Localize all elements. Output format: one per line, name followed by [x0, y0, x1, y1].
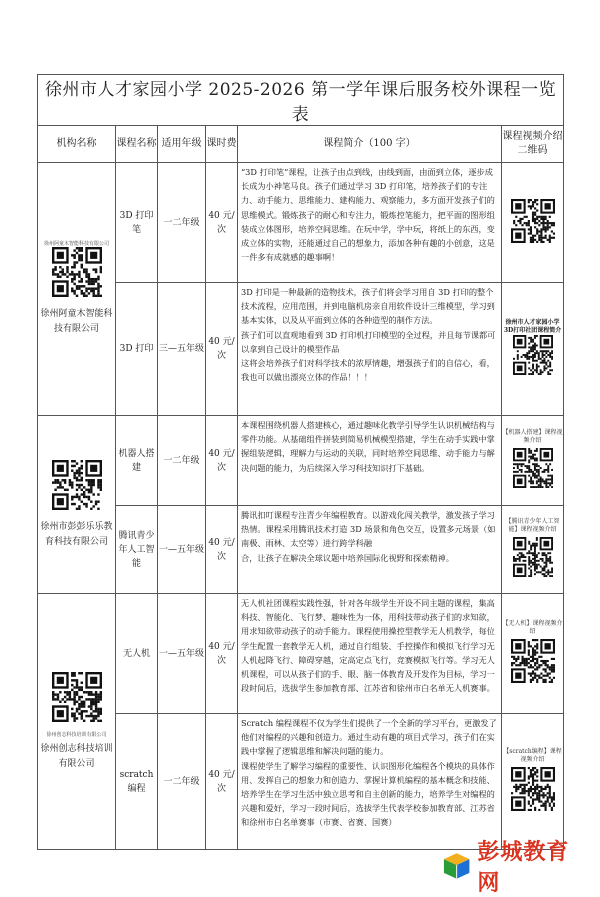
header-org: 机构名称 — [38, 126, 116, 163]
table-row — [38, 283, 564, 416]
qr-caption: 徐州市人才家园小学 3D打印社团课程简介 — [503, 319, 562, 334]
video-qr-cell — [502, 506, 564, 594]
qr-code-icon[interactable] — [513, 537, 553, 577]
org-cell — [38, 594, 116, 850]
course-grade: 一—五年级 — [158, 506, 206, 594]
course-intro — [238, 163, 502, 283]
org-name: 徐州创志科技培训有限公司 — [40, 743, 113, 769]
video-qr-cell — [502, 163, 564, 283]
course-fee: 40 元/次 — [206, 594, 238, 714]
course-table — [37, 74, 564, 850]
course-name: 无人机 — [116, 594, 158, 714]
table-row — [38, 506, 564, 594]
watermark-text: 彭城教育网 — [477, 840, 570, 896]
table-row — [38, 163, 564, 283]
qr-code-icon[interactable] — [511, 767, 555, 811]
course-grade: 一二年级 — [158, 163, 206, 283]
qr-code-icon[interactable] — [511, 199, 555, 243]
book-logo-icon — [440, 849, 473, 883]
course-table-sheet — [37, 74, 563, 869]
course-intro — [238, 714, 502, 850]
header-intro: 课程简介（100 字） — [238, 126, 502, 163]
page-title: 徐州市人才家园小学 2025-2026 第一学年课后服务校外课程一览表 — [38, 75, 564, 126]
qr-caption: 【腾讯青少年人工智能】课程视频介绍 — [505, 518, 560, 533]
intro-paragraph: 腾讯扣叮课程专注青少年编程教育。以游戏化闯关教学，激发孩子学习热情。课程采用腾讯技术打造 3D 场景和角色交互，设置多元场景（如南极、雨林、太空等）进行跨学科融 — [241, 510, 496, 549]
intro-paragraph: 3D 打印是一种最新的造物技术，孩子们将会学习用自 3D 打印的整个技术流程，应用范围，并到电脑机房亲自用软件设计三维模型，学习到基本实体，以及从平面到立体的各种造型的制作方法。 — [241, 287, 495, 326]
intro-paragraph: 课程使学生了解学习编程的重要性、认识图形化编程各个模块的具体作用、发挥自己的想象力和创造力、掌握计算机编程的基本概念和技能、培养学生在学习生活中独立思考和自主创新的能力，培养学生对编程的兴趣和爱好，学习一段时间后，选拔学生代表学校参加教育部、江苏省和徐州市白名单赛事（市赛、省赛、国赛） — [241, 760, 495, 828]
qr-code-icon[interactable] — [52, 672, 102, 722]
course-intro — [238, 416, 502, 506]
org-qr-caption: 徐州阿童木智能科技有限公司 — [43, 241, 109, 247]
course-name: 机器人搭建 — [116, 416, 158, 506]
intro-paragraph: 这将会培养孩子们对科学技术的浓厚情趣，增强孩子们的自信心，看，我也可以做出漂亮立体的作品！！！ — [241, 358, 495, 383]
qr-code-icon[interactable] — [52, 460, 102, 510]
qr-caption: 【无人机】课程视频介绍 — [502, 620, 563, 635]
video-qr-cell — [502, 714, 564, 850]
table-row — [38, 416, 564, 506]
table-row — [38, 594, 564, 714]
watermark-brand — [440, 840, 590, 896]
course-fee: 40 元/次 — [206, 714, 238, 850]
course-fee: 40 元/次 — [206, 506, 238, 594]
qr-code-icon[interactable] — [513, 335, 553, 375]
qr-caption: 【scratch编程】课程视频介绍 — [503, 748, 562, 763]
intro-paragraph: 无人机社团课程实践性强，针对各年级学生开设不同主题的课程，集高科技、智能化、飞行梦、趣味性为一体，用科技带动孩子们的求知欲，用求知欲带动孩子的动手能力。课程使用操控型教学无人机教学，每位学生配置一套教学无人机，通过自行组装、手控操作和模拟飞行学习无人机起降飞行、障碍穿越，定高定点飞行，竞赛模拟飞行等。学习无人机课程，可以从孩子们的手、眼、脑一体教育及开发作为目标，学习一段时间后，选拔学生参加教育部、江苏省和徐州市白名单无人机赛事。 — [241, 598, 495, 694]
course-grade: 一二年级 — [158, 416, 206, 506]
video-qr-cell — [502, 283, 564, 416]
org-name: 徐州市彭彭乐乐教育科技有限公司 — [40, 521, 113, 547]
course-intro — [238, 283, 502, 416]
video-qr-cell — [502, 416, 564, 506]
video-qr-cell — [502, 594, 564, 714]
intro-paragraph: 合，让孩子在解决全球议题中培养国际化视野和探索精神。 — [241, 552, 454, 563]
course-name: 腾讯青少年人工智能 — [116, 506, 158, 594]
course-grade: 三—五年级 — [158, 283, 206, 416]
header-row — [38, 126, 564, 163]
org-name: 徐州阿童木智能科技有限公司 — [40, 309, 113, 334]
header-course: 课程名称 — [116, 126, 158, 163]
course-intro — [238, 506, 502, 594]
intro-paragraph: 孩子们可以直观地看到 3D 打印机打印模型的全过程，并且每节课都可以拿到自己设计的模型作品 — [241, 329, 496, 354]
qr-code-icon[interactable] — [52, 247, 102, 297]
intro-paragraph: Scratch 编程课程不仅为学生们提供了一个全新的学习平台，更激发了他们对编程的兴趣和创造力。通过生动有趣的项目式学习，孩子们在实践中掌握了逻辑思维和解决问题的能力。 — [241, 718, 497, 757]
table-row — [38, 714, 564, 850]
course-name: 3D 打印笔 — [116, 163, 158, 283]
header-video-qr: 课程视频介绍二维码 — [502, 126, 564, 163]
course-fee: 40 元/次 — [206, 283, 238, 416]
org-cell — [38, 163, 116, 416]
qr-code-icon[interactable] — [511, 639, 555, 683]
qr-code-icon[interactable] — [513, 448, 553, 488]
course-fee: 40 元/次 — [206, 416, 238, 506]
course-grade: 一—五年级 — [158, 594, 206, 714]
org-qr-caption: 徐州创志科技培训有限公司 — [46, 731, 107, 738]
course-grade: 一二年级 — [158, 714, 206, 850]
course-fee: 40 元/次 — [206, 163, 238, 283]
course-name: 3D 打印 — [116, 283, 158, 416]
intro-paragraph: 本课程围绕机器人搭建核心，通过趣味化教学引导学生认识机械结构与零件功能。从基础组件拼装到简易机械模型搭建，学生在动手实践中掌握组装逻辑，理解力与运动的关联，同时培养空间思维、动手能力与解决问题的能力，为后续深入学习科技知识打下基础。 — [241, 420, 495, 473]
header-grade: 适用年级 — [158, 126, 206, 163]
qr-caption: 【机器人搭建】课程视频介绍 — [502, 429, 563, 444]
org-cell — [38, 416, 116, 594]
header-fee: 课时费 — [206, 126, 238, 163]
course-intro — [238, 594, 502, 714]
intro-paragraph: “3D 打印笔”课程，让孩子由点到线，由线到面，由面到立体，逐步成长成为小神笔马良。孩子们通过学习 3D 打印笔，培养孩子们的专注力、动手能力、思维能力、建构能力、观察能力，多方面开发孩子们的思维模式。锻炼孩子的耐心和专注力，锻炼控笔能力，把平面的图形组装成立体图形，培养空间思维。在玩中学，学中玩，将纸上的东西，变成立体的实物，还能通过自己的想象力，添加各种有趣的小创意，这是一件多有成就感的趣事啊！ — [241, 167, 495, 263]
course-name: scratch 编程 — [116, 714, 158, 850]
